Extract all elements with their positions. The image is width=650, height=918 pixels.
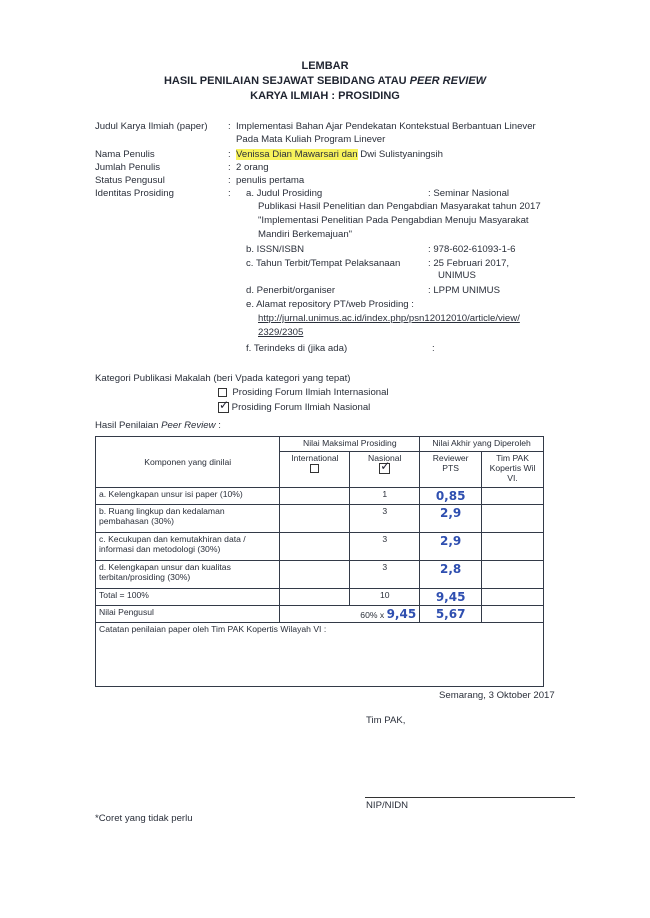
table-row-nilai — [96, 606, 544, 623]
row-tim — [482, 488, 544, 505]
kategori-label: Kategori Publikasi Makalah (beri Vpada kategori yang tepat) — [95, 373, 351, 384]
row-tim — [482, 561, 544, 589]
header-reviewer: Reviewer PTS — [420, 452, 482, 488]
judul-colon: : — [228, 121, 231, 132]
header-line2-italic: PEER REVIEW — [409, 75, 487, 87]
jumlah-colon: : — [228, 162, 231, 173]
repository-url-line1[interactable]: http://jurnal.unimus.ac.id/index.php/psn12012010/article/view/ — [258, 313, 520, 324]
header-nasional — [350, 452, 420, 488]
table-header-row-1 — [96, 437, 544, 452]
header-line3: KARYA ILMIAH : PROSIDING — [250, 90, 400, 102]
nip-label: NIP/NIDN — [366, 800, 409, 811]
kategori-option-nasional-label: Prosiding Forum Ilmiah Nasional — [231, 402, 371, 414]
footnote: *Coret yang tidak perlu — [95, 813, 193, 824]
judul-label: Judul Karya Ilmiah (paper) — [95, 121, 208, 132]
row-label: a. Kelengkapan unsur isi paper (10%) — [96, 488, 280, 505]
table-row — [96, 505, 544, 533]
row-label: d. Kelengkapan unsur dan kualitas terbitan/prosiding (30%) — [96, 561, 280, 589]
total-tim — [482, 589, 544, 606]
jumlah-value: 2 orang — [236, 162, 269, 173]
identitas-a-line4: Mandiri Berkemajuan" — [258, 229, 353, 240]
identitas-a-line3: "Implementasi Penelitian Pada Pengabdian Menuju Masyarakat — [258, 215, 529, 226]
checked-checkbox-icon — [379, 463, 390, 474]
header-international — [280, 452, 350, 488]
header-line1: LEMBAR — [301, 60, 349, 72]
kategori-option-internasional[interactable] — [218, 387, 389, 398]
nilai-tim — [482, 606, 544, 623]
header-nilai-akhir: Nilai Akhir yang Diperoleh — [420, 437, 544, 452]
hasil-label — [95, 420, 221, 431]
row-int — [280, 505, 350, 533]
row-reviewer: 2,9 — [420, 533, 482, 561]
nilai-reviewer: 5,67 — [420, 606, 482, 623]
nama-label: Nama Penulis — [95, 149, 155, 160]
header-international-label: International — [291, 453, 339, 463]
row-nas: 3 — [350, 505, 420, 533]
status-value: penulis pertama — [236, 175, 305, 186]
hasil-suffix: : — [215, 420, 221, 431]
header-nilai-maksimal: Nilai Maksimal Prosiding — [280, 437, 420, 452]
identitas-colon: : — [228, 188, 231, 199]
catatan-cell[interactable]: Catatan penilaian paper oleh Tim PAK Kopertis Wilayah VI : — [96, 623, 544, 687]
identitas-f-value: : — [432, 343, 435, 354]
row-reviewer: 2,9 — [420, 505, 482, 533]
identitas-b-label: b. ISSN/ISBN — [246, 244, 305, 255]
header-tim-pak: Tim PAK Kopertis Wil VI. — [482, 452, 544, 488]
identitas-e-label: e. Alamat repository PT/web Prosiding : — [246, 299, 414, 310]
table-row-catatan — [96, 623, 544, 687]
identitas-a-label: a. Judul Prosiding — [246, 188, 323, 199]
nama-colon: : — [228, 149, 231, 160]
empty-checkbox-icon — [310, 464, 319, 473]
table-row — [96, 488, 544, 505]
hasil-prefix: Hasil Penilaian — [95, 420, 162, 431]
identitas-label: Identitas Prosiding — [95, 188, 174, 199]
header-nasional-label: Nasional — [368, 453, 402, 463]
nama-highlight: Venissa Dian Mawarsari dan — [236, 149, 358, 160]
row-tim — [482, 505, 544, 533]
identitas-d-label: d. Penerbit/organiser — [246, 285, 336, 296]
identitas-c-value2: UNIMUS — [438, 270, 476, 281]
row-int — [280, 561, 350, 589]
kategori-option-internasional-label: Prosiding Forum Ilmiah Internasional — [232, 387, 389, 398]
row-reviewer: 0,85 — [420, 488, 482, 505]
kategori-option-nasional[interactable] — [218, 402, 370, 413]
header-komponen: Komponen yang dinilai — [96, 437, 280, 488]
repository-url-line2[interactable]: 2329/2305 — [258, 327, 304, 338]
judul-value-2: Pada Mata Kuliah Program Linever — [236, 134, 386, 145]
nilai-formula-text: 60% x — [360, 610, 387, 620]
row-label: c. Kecukupan dan kemutakhiran data / informasi dan metodologi (30%) — [96, 533, 280, 561]
identitas-c-label: c. Tahun Terbit/Tempat Pelaksanaan — [246, 258, 401, 269]
row-nas: 3 — [350, 533, 420, 561]
header-line2 — [0, 75, 650, 87]
row-label: b. Ruang lingkup dan kedalaman pembahasan (30%) — [96, 505, 280, 533]
nama-rest: Dwi Sulistyaningsih — [357, 149, 443, 160]
total-label: Total = 100% — [96, 589, 280, 606]
total-reviewer: 9,45 — [420, 589, 482, 606]
checked-checkbox-icon[interactable] — [218, 402, 229, 413]
identitas-c-value: : 25 Februari 2017, — [428, 258, 510, 269]
identitas-a-line2: Publikasi Hasil Penelitian dan Pengabdian Masyarakat tahun 2017 — [258, 201, 541, 212]
nama-value — [236, 149, 443, 160]
row-int — [280, 533, 350, 561]
nilai-label: Nilai Pengusul — [96, 606, 280, 623]
empty-checkbox-icon[interactable] — [218, 388, 227, 397]
tim-pak-label: Tim PAK, — [366, 715, 406, 726]
status-label: Status Pengusul — [95, 175, 165, 186]
identitas-a-value: : Seminar Nasional — [428, 188, 510, 199]
nilai-formula — [280, 606, 420, 623]
identitas-f-label: f. Terindeks di (jika ada) — [246, 343, 348, 354]
status-colon: : — [228, 175, 231, 186]
hasil-italic: Peer Review — [161, 420, 216, 431]
row-nas: 1 — [350, 488, 420, 505]
row-reviewer: 2,8 — [420, 561, 482, 589]
header-line2-prefix: HASIL PENILAIAN SEJAWAT SEBIDANG ATAU — [163, 75, 410, 87]
identitas-d-value: : LPPM UNIMUS — [428, 285, 500, 296]
total-int — [280, 589, 350, 606]
signature-line — [365, 797, 575, 798]
row-nas: 3 — [350, 561, 420, 589]
total-nas: 10 — [350, 589, 420, 606]
nilai-formula-hand: 9,45 — [386, 607, 417, 621]
jumlah-label: Jumlah Penulis — [95, 162, 161, 173]
judul-value-1: Implementasi Bahan Ajar Pendekatan Kontekstual Berbantuan Linever — [236, 121, 536, 132]
table-row-total — [96, 589, 544, 606]
peer-review-table — [95, 436, 544, 687]
identitas-b-value: : 978-602-61093-1-6 — [428, 244, 516, 255]
row-tim — [482, 533, 544, 561]
table-row — [96, 533, 544, 561]
table-row — [96, 561, 544, 589]
place-date: Semarang, 3 Oktober 2017 — [439, 690, 555, 701]
row-int — [280, 488, 350, 505]
